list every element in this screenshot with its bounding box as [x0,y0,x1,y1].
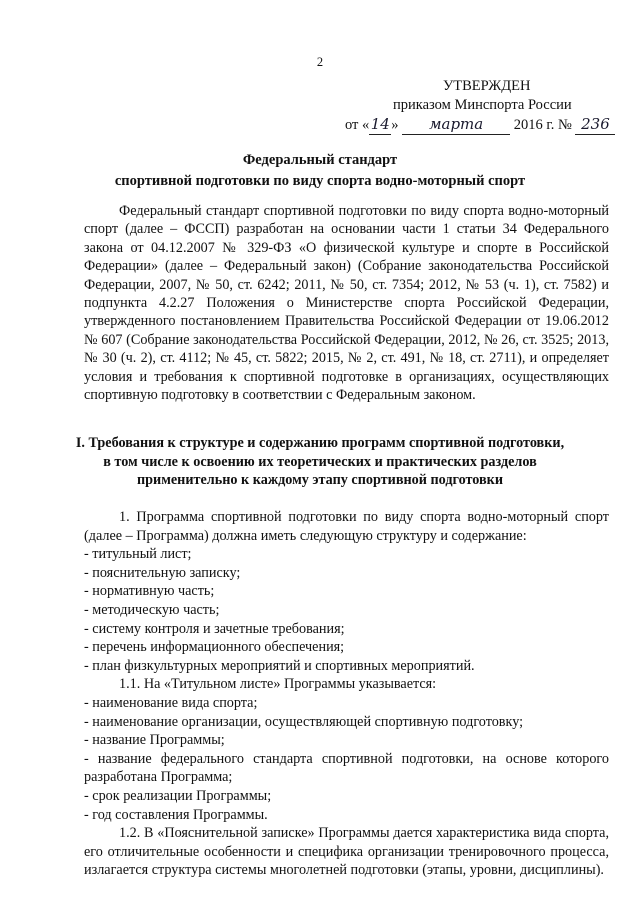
intro-block [84,202,609,404]
list-item: - нормативную часть; [84,583,215,600]
list-item: - методическую часть; [84,601,220,618]
list-item: - перечень информационного обеспечения; [84,639,345,656]
section-1-heading [0,434,640,490]
approved-label: УТВЕРЖДЕН [443,78,531,94]
list-item: - наименование организации, осуществляющей спортивную подготовку; [84,713,524,730]
handwritten-number: 236 [575,115,615,135]
list-item: - срок реализации Программы; [84,787,272,804]
section-1-line-1: I. Требования к структуре и содержанию программ спортивной подготовки, [75,435,565,451]
list-item: - название федерального стандарта спортивной подготовки, на основе которого разработана Программа; [84,750,609,786]
approved-order: приказом Минспорта России [393,97,572,113]
date-prefix: от « [345,117,370,133]
document-title [0,150,640,192]
section-1-line-2: в том числе к освоению их теоретических и практических разделов [103,453,537,470]
date-close-quote: » [391,117,399,133]
approval-block [335,77,610,135]
item-1: 1. Программа спортивной подготовки по виду спорта водно-моторный спорт (далее – Программа) должна иметь следующую структуру и содержание: [84,509,609,544]
date-year: 2016 г. № [513,117,572,133]
list-item: - систему контроля и зачетные требования; [84,620,345,637]
list-item: - год составления Программы. [84,806,268,823]
list-item: - наименование вида спорта; [84,694,258,711]
list-item: - титульный лист; [84,546,192,563]
intro-paragraph: Федеральный стандарт спортивной подготовки по виду спорта водно-моторный спорт (далее – ФССП) разработан на основании части 1 статьи 34 Федерального закона от 04.12.2007 № 329-ФЗ «О физической культуре и спорте в Российской Федерации» (далее – Федеральный закон) (Собрание законодательства Российской Федерации, 2007, № 50, ст. 6242; 2011, № 50, ст. 7354; 2012, № 53 (ч. 1), ст. 7582) и подпункта 4.2.27 Положения о Министерстве спорта Российской Федерации, утвержденного постановлением Правительства Российской Федерации от 19.06.2012 № 607 (Собрание законодательства Российской Федерации, 2012, № 26, ст. 3525; 2013, № 30 (ч. 2), ст. 4112; № 45, ст. 5822; 2015, № 2, ст. 491, № 18, ст. 2711), и определяет условия и требования к спортивной подготовке в организациях, осуществляющих спортивную подготовку в соответствии с Федеральным законом. [84,203,609,404]
handwritten-month: марта [402,115,510,135]
handwritten-day: 14 [370,115,390,133]
section-1-body [84,508,609,880]
item-1-1: 1.1. На «Титульном листе» Программы указывается: [119,676,437,693]
list-item: - план физкультурных мероприятий и спортивных мероприятий. [84,657,475,674]
section-1-line-3: применительно к каждому этапу спортивной подготовки [136,472,504,488]
approved-date [335,115,610,135]
list-item: - название Программы; [84,732,225,749]
list-item: - пояснительную записку; [84,564,241,581]
item-1-2: 1.2. В «Пояснительной записке» Программы дается характеристика вида спорта, его отличительные особенности и специфика организации тренировочного процесса, излагается структура системы многолетней подготовки (этапы, уровни, дисциплины). [84,825,609,879]
title-line-2: спортивной подготовки по виду спорта водно-моторный спорт [114,173,526,189]
page-number: 2 [316,55,324,69]
title-line-1: Федеральный стандарт [242,152,398,168]
